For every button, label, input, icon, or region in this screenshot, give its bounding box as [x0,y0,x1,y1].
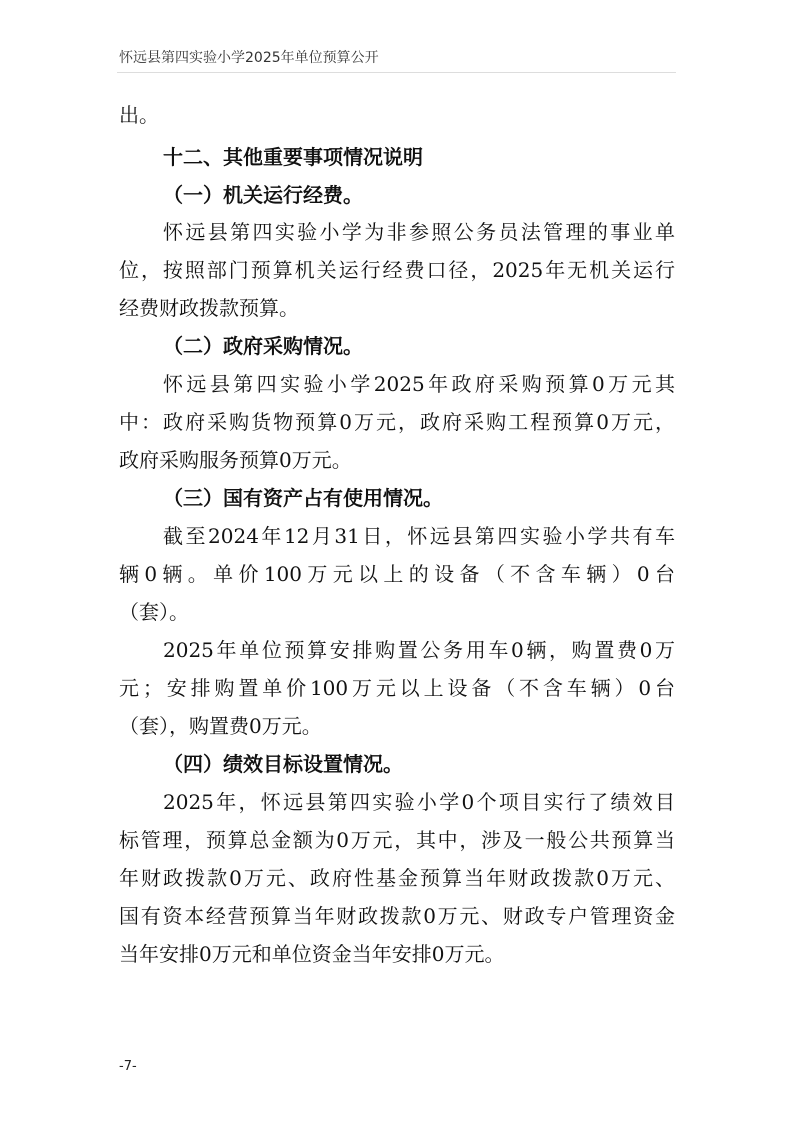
paragraph-line: 当年安排0万元和单位资金当年安排0万元。 [119,942,505,966]
paragraph-line: （套），购置费0万元。 [119,714,322,738]
paragraph-line: 经费财政拨款预算。 [119,296,299,320]
paragraph-line: 截至2024年12月31日，怀远县第四实验小学共有车 [163,524,675,548]
subsection-heading: （三）国有资产占有使用情况。 [163,486,443,510]
paragraph-line: 年财政拨款0万元、政府性基金预算当年财政拨款0万元、 [119,866,675,890]
paragraph-line: 辆0辆。单价100万元以上的设备（不含车辆）0台 [119,562,675,586]
page-number: -7- [119,1059,137,1074]
paragraph-line: 政府采购服务预算0万元。 [119,448,352,472]
paragraph-line: （套）。 [119,600,189,624]
paragraph-line: 中：政府采购货物预算0万元，政府采购工程预算0万元， [119,410,675,434]
subsection-heading: （一）机关运行经费。 [163,183,363,207]
paragraph-line: 标管理，预算总金额为0万元，其中，涉及一般公共预算当 [119,828,675,852]
section-heading: 十二、其他重要事项情况说明 [163,145,423,169]
paragraph-line: 位，按照部门预算机关运行经费口径，2025年无机关运行 [119,258,675,282]
paragraph-line: 国有资本经营预算当年财政拨款0万元、财政专户管理资金 [119,904,675,928]
paragraph-line: 2025年单位预算安排购置公务用车0辆，购置费0万 [163,638,675,662]
paragraph-line: 怀远县第四实验小学2025年政府采购预算0万元其 [163,372,675,396]
document-header: 怀远县第四实验小学2025年单位预算公开 [119,50,379,66]
paragraph-line: 2025年，怀远县第四实验小学0个项目实行了绩效目 [163,790,675,814]
subsection-heading: （四）绩效目标设置情况。 [163,752,403,776]
paragraph-line: 元；安排购置单价100万元以上设备（不含车辆）0台 [119,676,675,700]
paragraph-line: 出。 [119,103,159,127]
paragraph-line: 怀远县第四实验小学为非参照公务员法管理的事业单 [163,220,675,244]
subsection-heading: （二）政府采购情况。 [163,334,363,358]
header-divider [117,72,676,73]
